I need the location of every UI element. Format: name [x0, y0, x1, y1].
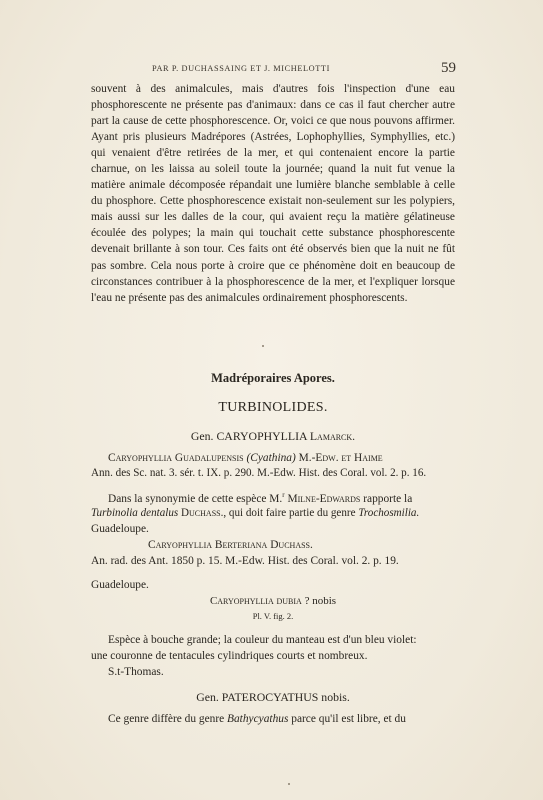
section-title: Madréporaires Apores.	[211, 371, 335, 385]
locality-guadeloupe-2: Guadeloupe.	[91, 579, 149, 591]
note-genus: Trochosmilia.	[358, 507, 420, 519]
foxing-spot	[262, 345, 264, 347]
plate-reference: Pl. V. fig. 2.	[252, 611, 294, 621]
foxing-spot	[288, 783, 290, 785]
species-reference: Ann. des Sc. nat. 3. sér. t. IX. p. 290. M.-Edw. Hist. des Coral. vol. 2. p. 16.	[91, 467, 427, 479]
species-synonym: (Cyathina)	[246, 452, 296, 464]
note-sup: r	[282, 491, 285, 499]
genus-author: Lamarck.	[309, 429, 356, 443]
locality-st-thomas: S.t-Thomas.	[108, 666, 164, 678]
page-header	[90, 60, 456, 79]
genus-heading-caryophyllia	[91, 429, 455, 444]
note-text: Dans la synonymie de cette espèce M.	[108, 492, 283, 505]
genus-author: nobis.	[321, 690, 350, 704]
page-number: 59	[441, 60, 456, 76]
species-heading-guadalupensis	[108, 452, 383, 464]
running-head: PAR P. DUCHASSAING ET J. MICHELOTTI	[152, 64, 330, 73]
species-author: Duchass.	[270, 539, 313, 551]
final-text-start: Ce genre diffère du genre	[108, 713, 225, 725]
genus-name: PATEROCYATHUS	[221, 690, 319, 704]
species-author: ? nobis	[304, 595, 337, 607]
species-heading-dubia	[91, 595, 455, 607]
species-name: Caryophyllia Guadalupensis	[108, 452, 244, 464]
species-authors: M.-Edw. et Haime	[298, 452, 383, 464]
note-italic: Turbinolia dentalus	[91, 507, 179, 519]
locality-guadeloupe-1: Guadeloupe.	[91, 523, 149, 535]
intro-paragraph: souvent à des animalcules, mais d'autres fois l'inspection d'une eau phosphorescente ne présente pas d'animaux: dans ce cas il faut chercher autre part la cause de cette phosphorescence. Or, voici ce que nous pouvons affirmer. Ayant pris plusieurs Madrépores (Astrées, Lophophyllies, Symphyllies, etc.) qui venaient d'être retirées de la mer, et qui contenaient encore la partie charnue, on les laissa au soleil toute la journée; quand la nuit fut venue la matière animale décomposée répandait une lumière blanche semblable à celle du phosphore. Cette phosphorescence existait non-seulement sur les polypiers, mais aussi sur les dalles de la cour, qui avaient reçu la matière gélatineuse écoulée des polypes; la main qui touchait cette substance phosphorescente devenait brillante à son tour. Ces faits ont été observés bien que la nuit ne fût pas sombre. Cela nous porte à croire que ce phénomène doit en beaucoup de circonstances contribuer à la phosphorescence de la mer, et l'expliquer lorsque l'eau ne présente pas des animalcules ordinairement phosphorescents.	[91, 83, 455, 304]
final-genus: Bathycyathus	[227, 713, 289, 725]
genus-prefix: Gen.	[196, 690, 219, 704]
species-note-line2	[91, 507, 419, 519]
species-name: Caryophyllia dubia	[209, 595, 302, 607]
note-end: , qui doit faire partie du genre	[223, 507, 356, 519]
species-heading-berteriana	[148, 539, 313, 551]
note-mid: rapporte la	[363, 492, 413, 505]
note-author: Milne-Edwards	[287, 492, 361, 505]
dubia-description-line1: Espèce à bouche grande; la couleur du manteau est d'un bleu violet:	[108, 634, 417, 646]
dubia-description-line2: une couronne de tentacules cylindriques courts et nombreux.	[91, 650, 368, 662]
family-title: TURBINOLIDES.	[218, 400, 328, 415]
genus-heading-paterocyathus	[91, 690, 455, 705]
species-name: Caryophyllia Berteriana	[148, 539, 268, 551]
species-note-line1	[108, 491, 412, 505]
final-line	[108, 713, 406, 725]
species-reference-berteriana: An. rad. des Ant. 1850 p. 15. M.-Edw. Hist. des Coral. vol. 2. p. 19.	[91, 555, 399, 567]
genus-name: CARYOPHYLLIA	[216, 429, 307, 443]
genus-prefix: Gen.	[190, 429, 214, 443]
note-author2: Duchass.	[181, 507, 224, 519]
final-text-end: parce qu'il est libre, et du	[291, 713, 406, 725]
